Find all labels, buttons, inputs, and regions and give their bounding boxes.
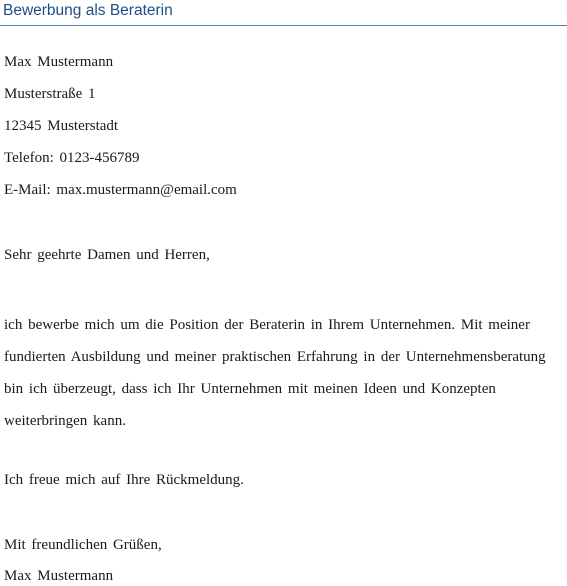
signature-name: Max Mustermann [4, 568, 114, 584]
sender-phone: Telefon: 0123-456789 [4, 150, 140, 166]
closing-formula: Mit freundlichen Grüßen, [4, 537, 162, 553]
sender-city: 12345 Musterstadt [4, 118, 119, 134]
body-paragraph: ich bewerbe mich um die Position der Beraterin in Ihrem Unternehmen. Mit meiner fundierten Ausbildung und meiner praktischen Erfahrung in der Unternehmensberatung bin ich überzeugt, dass ich Ihr Unternehmen mit meinen Ideen und Konzepten weiterbringen kann. [4, 317, 546, 429]
closing-paragraph: Ich freue mich auf Ihre Rückmeldung. [4, 472, 244, 488]
document-heading: Bewerbung als Beraterin [3, 2, 173, 19]
sender-street: Musterstraße 1 [4, 86, 96, 102]
sender-email: E-Mail: max.mustermann@email.com [4, 182, 237, 198]
heading-divider [0, 25, 567, 26]
sender-name: Max Mustermann [4, 54, 114, 70]
salutation: Sehr geehrte Damen und Herren, [4, 247, 210, 263]
